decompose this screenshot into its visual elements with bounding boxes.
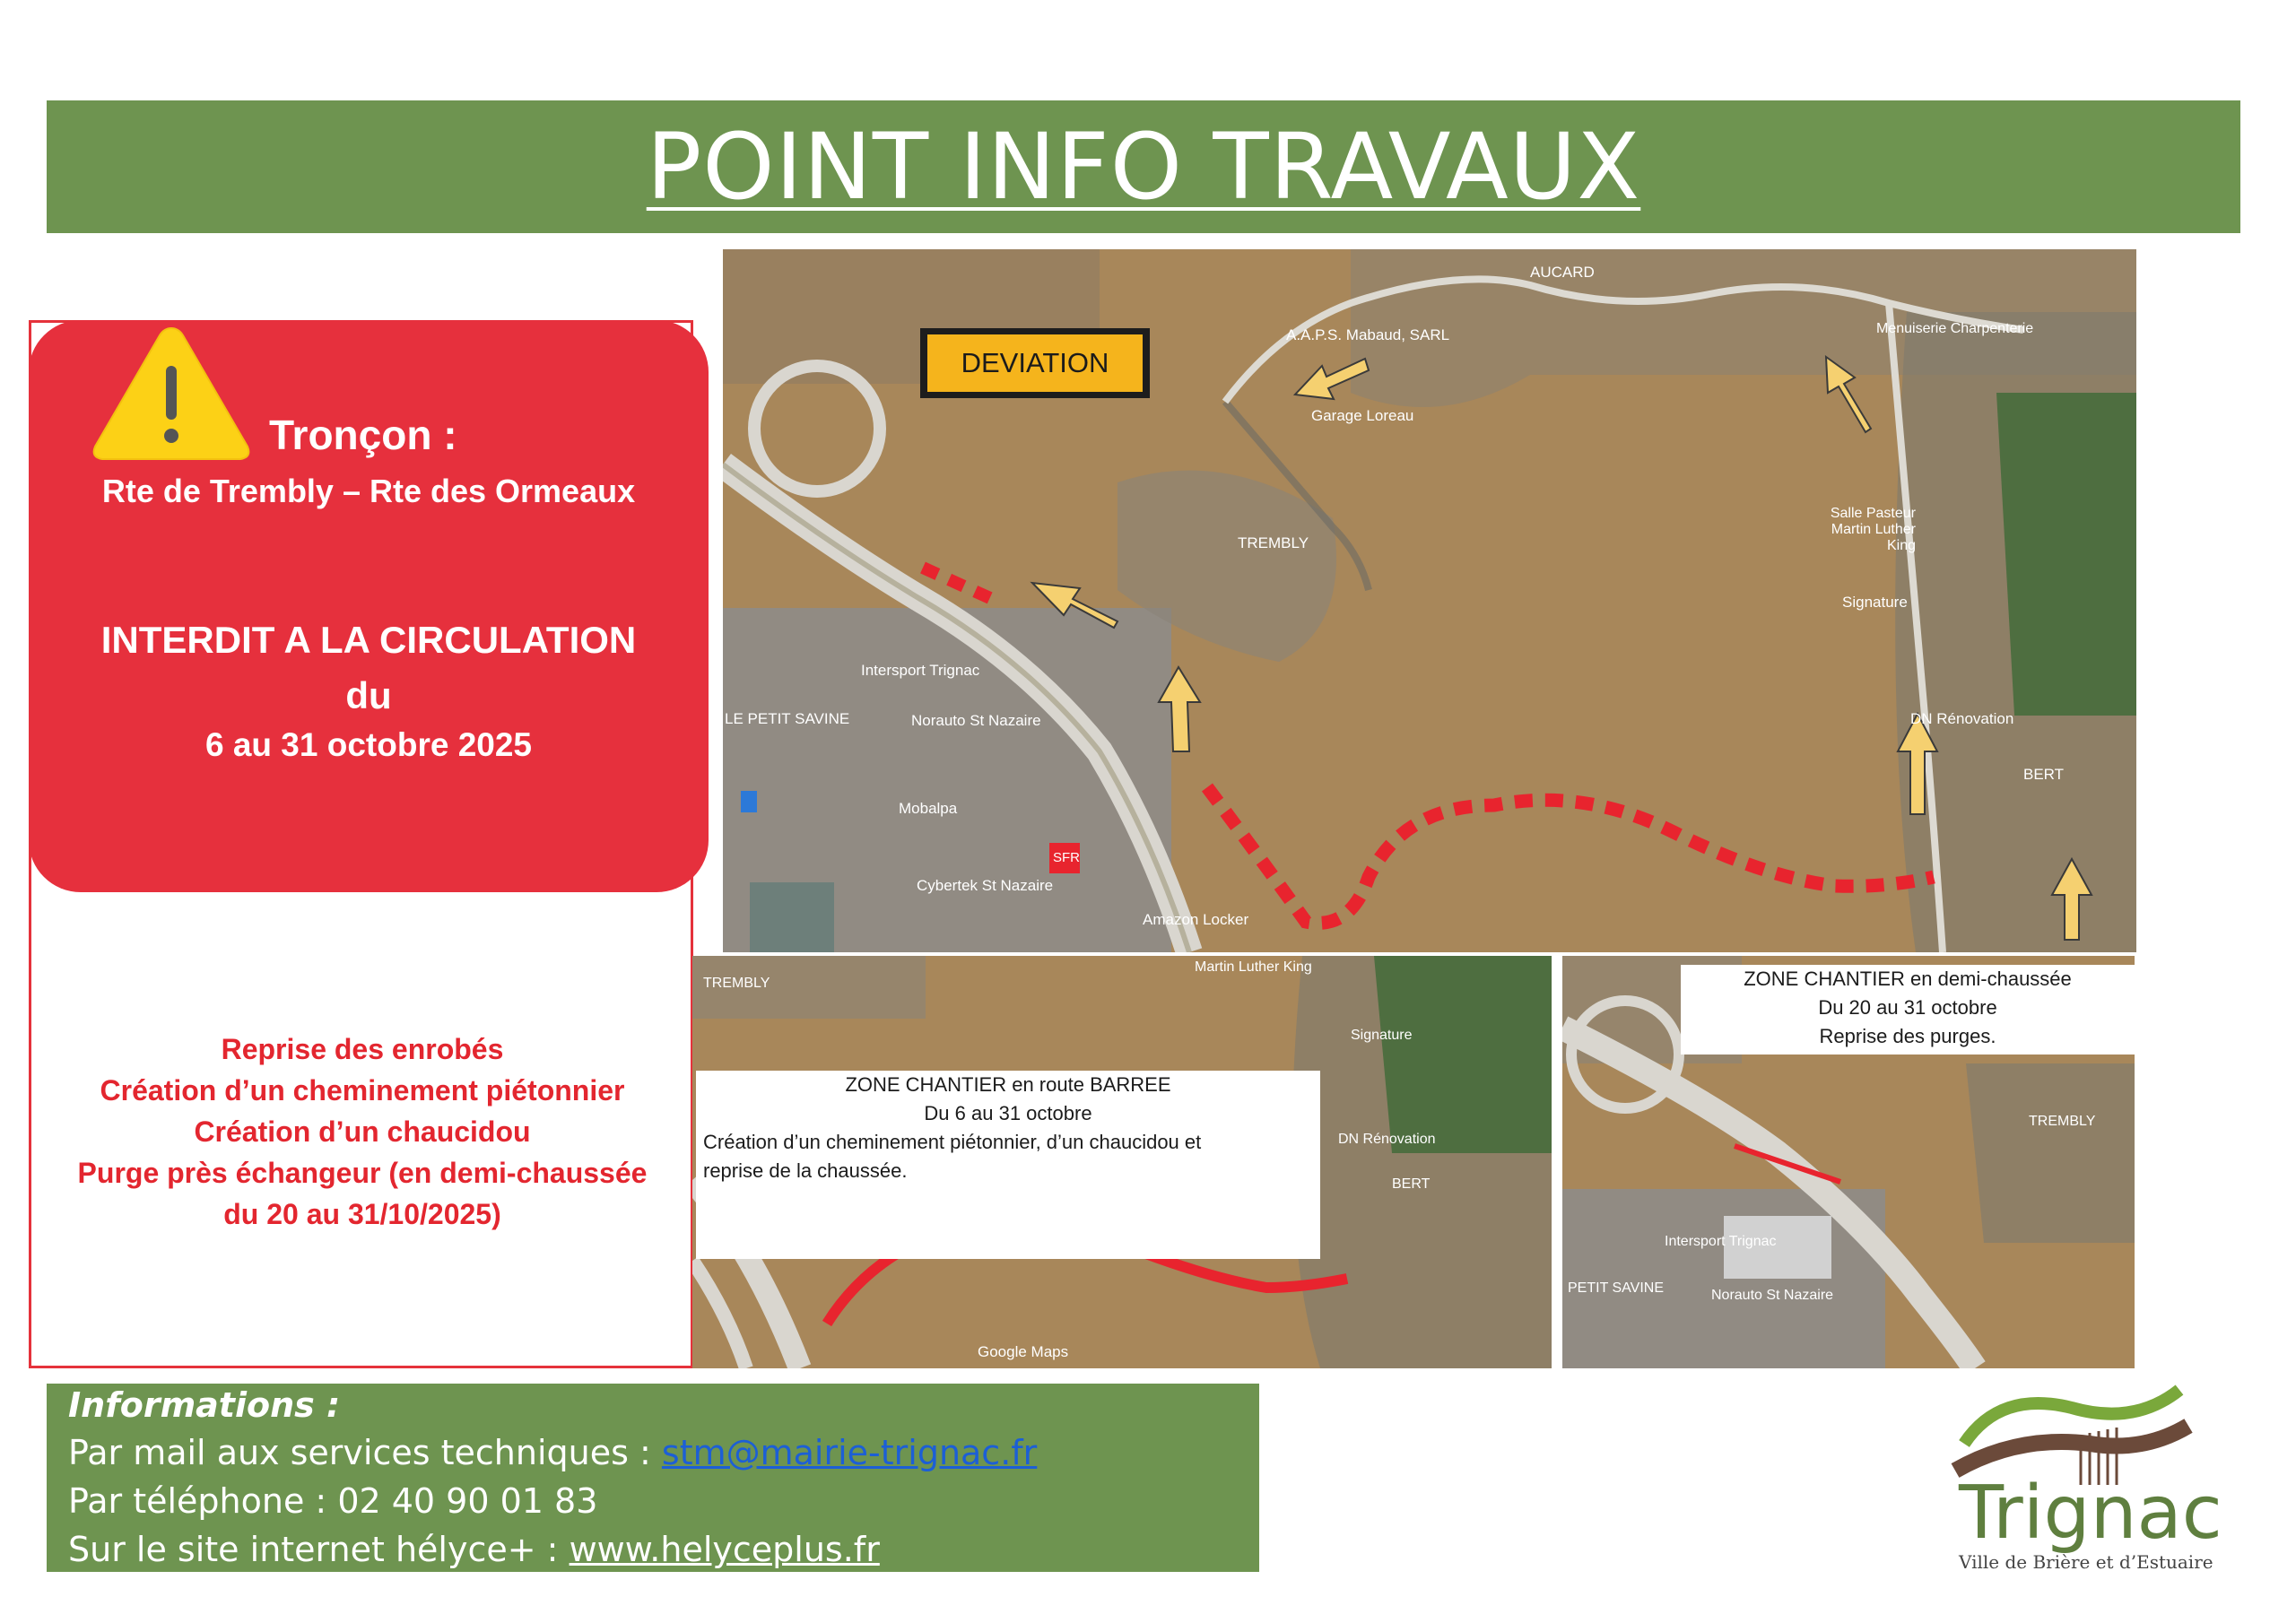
mail-line (68, 1433, 1037, 1472)
map-place: TREMBLY (703, 976, 770, 991)
half-road-zone-label (1681, 965, 2135, 1055)
label-desc: Reprise des purges. (1819, 1025, 1996, 1047)
logo-subtitle: Ville de Brière et d’Estuaire (1959, 1551, 2213, 1573)
mail-link[interactable]: stm@mairie-trignac.fr (661, 1433, 1038, 1472)
map-place: BERT (2023, 766, 2065, 783)
map-place: Signature (1842, 594, 1908, 611)
label-desc: reprise de la chaussée. (703, 1159, 908, 1182)
section-title: Tronçon : (269, 412, 457, 458)
map-place: Mobalpa (899, 800, 958, 817)
deviation-label: DEVIATION (961, 347, 1109, 378)
map-place: Intersport Trignac (1665, 1234, 1777, 1249)
works-item: du 20 au 31/10/2025) (223, 1198, 501, 1230)
map-place: TREMBLY (2029, 1114, 2096, 1129)
map-place: Martin Luther King (1195, 959, 1312, 975)
map-place: LE PETIT SAVINE (725, 710, 850, 727)
map-place: Garage Loreau (1311, 407, 1414, 424)
works-item: Purge près échangeur (en demi-chaussée (77, 1157, 648, 1189)
phone-line (68, 1481, 597, 1521)
map-place: Amazon Locker (1143, 911, 1249, 928)
label-dates: Du 20 au 31 octobre (1818, 996, 1997, 1019)
map-place: Norauto St Nazaire (1711, 1288, 1834, 1303)
map-place: Cybertek St Nazaire (917, 877, 1054, 894)
label-title: ZONE CHANTIER en demi-chaussée (1744, 968, 2072, 990)
route-name: Rte de Trembly – Rte des Ormeaux (101, 473, 636, 509)
web-line (68, 1530, 880, 1569)
web-link[interactable]: www.helyceplus.fr (569, 1530, 880, 1569)
map-place: A.A.P.S. Mabaud, SARL (1286, 326, 1450, 343)
map-place: BERT (1392, 1176, 1431, 1192)
label-desc: Création d’un cheminement piétonnier, d’un chaucidou et (703, 1131, 1202, 1153)
closure-dates: 6 au 31 octobre 2025 (204, 726, 533, 763)
map-place: Norauto St Nazaire (911, 712, 1041, 729)
works-item: Création d’un chaucidou (194, 1115, 531, 1148)
phone-label: Par téléphone : (68, 1481, 327, 1521)
label-title: ZONE CHANTIER en route BARREE (845, 1073, 1171, 1096)
web-label: Sur le site internet hélyce+ : (68, 1530, 559, 1569)
mail-label: Par mail aux services techniques : (68, 1433, 651, 1472)
map-place: DN Rénovation (1338, 1132, 1436, 1147)
closure-zone-label (696, 1071, 1320, 1259)
page-title: POINT INFO TRAVAUX (646, 113, 1641, 221)
half-road-zone-map[interactable] (1562, 956, 2135, 1368)
works-item: Création d’un cheminement piétonnier (100, 1074, 625, 1107)
map-place: PETIT SAVINE (1568, 1280, 1664, 1296)
deviation-map[interactable] (723, 249, 2136, 952)
label-dates: Du 6 au 31 octobre (924, 1102, 1092, 1124)
warning-icon (90, 321, 253, 464)
info-heading: Informations : (68, 1385, 341, 1425)
map-credit: Google Maps (978, 1343, 1069, 1360)
logo-name: Trignac (1959, 1471, 2222, 1556)
map-place: Intersport Trignac (861, 662, 980, 679)
map-place: AUCARD (1530, 264, 1595, 281)
map-place: Menuiserie Charpenterie (1876, 321, 2034, 336)
closure-zone-map[interactable] (692, 956, 1552, 1368)
du-text: du (345, 674, 392, 716)
map-place: TREMBLY (1238, 534, 1309, 551)
map-place: Salle Pasteur Martin Luther King (1830, 506, 1916, 553)
map-place: Signature (1351, 1028, 1413, 1043)
map-place: SFR (1053, 850, 1080, 865)
status-text: INTERDIT A LA CIRCULATION (100, 619, 637, 661)
works-item: Reprise des enrobés (221, 1033, 504, 1065)
title-banner (47, 100, 2240, 233)
map-place: DN Rénovation (1910, 710, 2014, 727)
phone-number: 02 40 90 01 83 (337, 1481, 598, 1521)
